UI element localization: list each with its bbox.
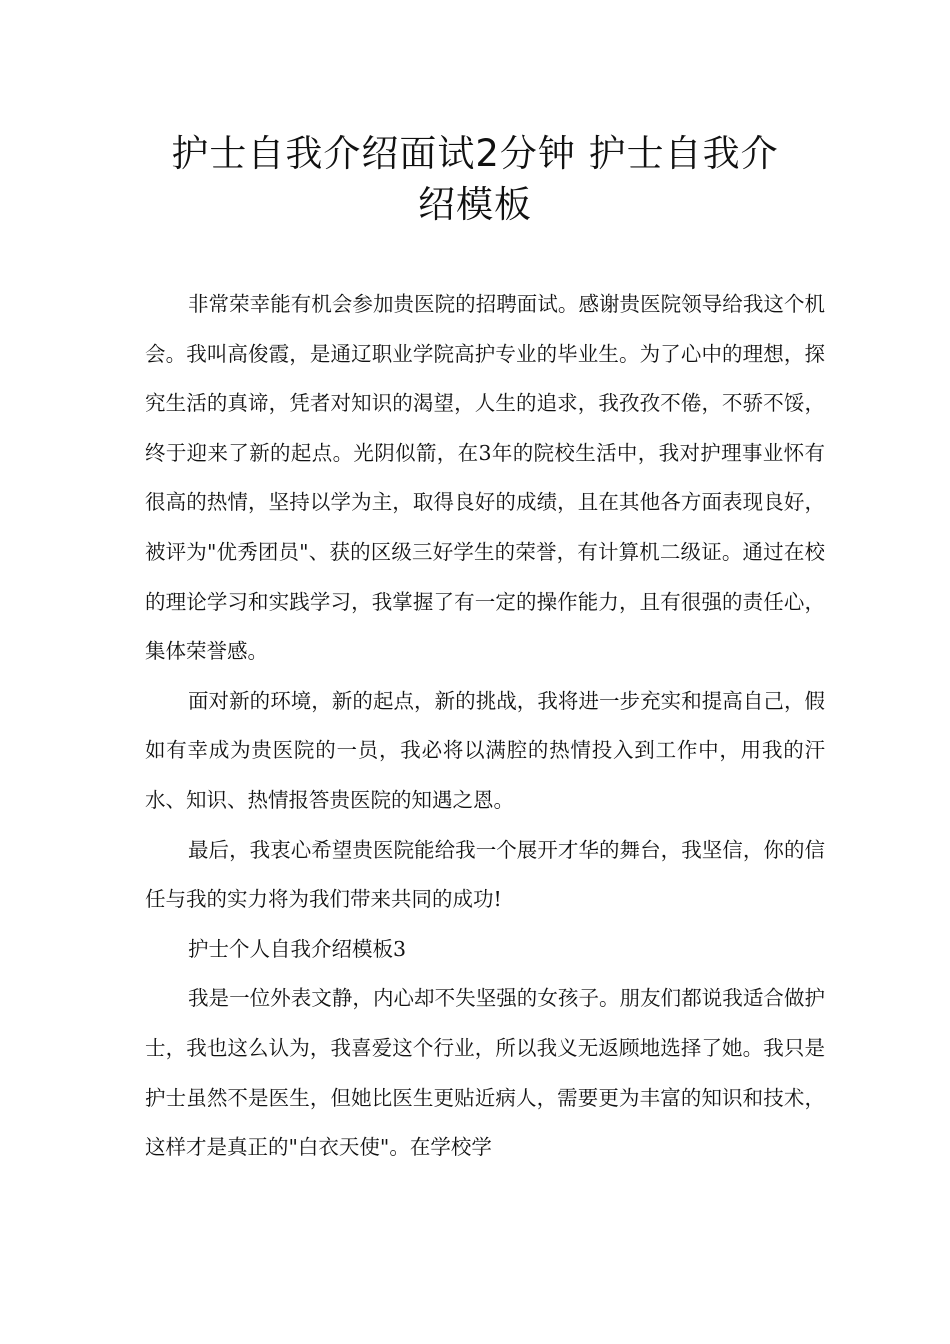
paragraph-template-3: 我是一位外表文静，内心却不失坚强的女孩子。朋友们都说我适合做护士，我也这么认为，我喜爱这个行业，所以我义无返顾地选择了她。我只是护士虽然不是医生，但她比医生更贴近病人，需要更为丰富的知识和技术，这样才是真正的"白衣天使"。在学校学: [145, 986, 825, 1160]
page-title: [130, 128, 820, 230]
title-line-1: 护士自我介绍面试2分钟 护士自我介: [171, 132, 779, 175]
document-body: [145, 280, 825, 1173]
paragraph-intro: 非常荣幸能有机会参加贵医院的招聘面试。感谢贵医院领导给我这个机会。我叫高俊霞，是通辽职业学院高护专业的毕业生。为了心中的理想，探究生活的真谛，凭者对知识的渴望，人生的追求，我孜孜不倦，不骄不馁，终于迎来了新的起点。光阴似箭，在3年的院校生活中，我对护理事业怀有很高的热情，坚持以学为主，取得良好的成绩，且在其他各方面表现良好，被评为"优秀团员"、获的区级三好学生的荣誉，有计算机二级证。通过在校的理论学习和实践学习，我掌握了有一定的操作能力，且有很强的责任心，集体荣誉感。: [145, 292, 825, 664]
title-line-2: 绍模板: [418, 183, 532, 226]
section-heading-template-3: 护士个人自我介绍模板3: [188, 936, 407, 961]
paragraph-new-environment: 面对新的环境，新的起点，新的挑战，我将进一步充实和提高自己，假如有幸成为贵医院的一员，我必将以满腔的热情投入到工作中，用我的汗水、知识、热情报答贵医院的知遇之恩。: [145, 688, 825, 812]
paragraph-closing: 最后，我衷心希望贵医院能给我一个展开才华的舞台，我坚信，你的信任与我的实力将为我们带来共同的成功!: [145, 837, 825, 912]
